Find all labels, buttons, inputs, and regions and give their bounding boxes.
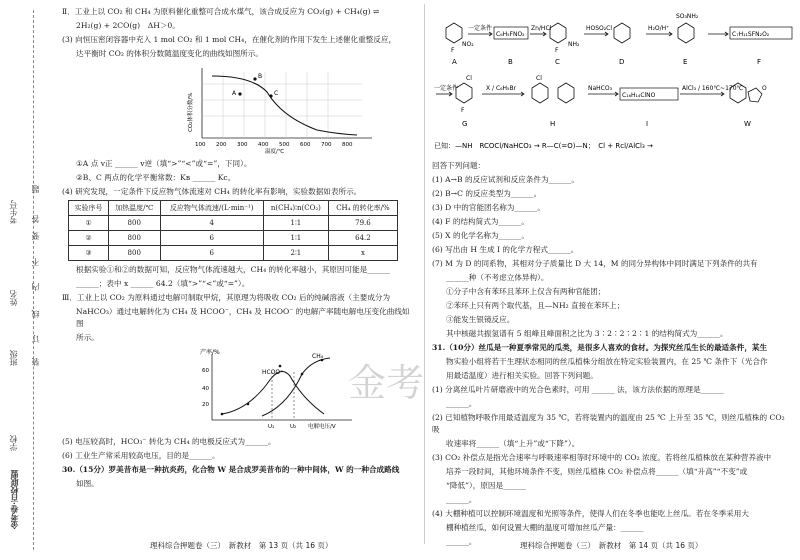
label-b: B [258,73,263,80]
sub-f3: F [461,107,465,114]
q4-intro: (4) 研究发现，一定条件下反应物气体流速对 CH₄ 的转化率有影响，实验数据如表所示。 [62,187,362,196]
benzene-ring [614,23,630,43]
r-q7-cond1: ①分子中含有苯环且苯环上仅含有两种官能团； [446,287,606,296]
seal-word: 内 [31,283,40,291]
cell: 64.2 [328,231,397,246]
graph1-xlabel: 温度/℃ [265,149,285,154]
x-tick: 600 [300,142,311,148]
cell: x [328,246,397,261]
right-footer: 理科综合押题卷（三） 新教材 第 14 页（共 16 页） [520,541,703,550]
experiment-table [68,200,398,261]
sub-no2: NO₂ [462,41,474,48]
r-q7-line3: 其中核磁共振氢谱有 5 组峰且峰面积之比为 3∶2∶2∶2∶1 的结构简式为______。 [446,329,728,338]
q31-3b: 培养一段时间，其他环境条件不变，则丝瓜植株 CO₂ 补偿点将______（填“升高”“不变”或 [446,467,748,476]
label-b: B [508,58,513,66]
q6-line: (6) 工业生产常采用较高电压，目的是______。 [62,451,220,460]
q31-2b: 收速率将______（填“上升”或“下降”）。 [446,439,580,448]
label-a: A [452,58,457,66]
r-q7-cond2: ②苯环上只有两个取代基，且—NH₂ 直接在苯环上； [446,301,625,310]
cond-iw: AlCl₃ / 160℃~170℃ [682,85,744,92]
q31-3d: ______。 [446,495,477,504]
q31-4a: (4) 大棚种植可以控制环境温度和光照等条件，使得人们在冬季也能吃上丝瓜。若在冬季采用大 [432,509,749,518]
sub-cl: Cl [466,75,472,82]
q30-line1: 30.（15分）罗美昔布是一种抗炎药，化合物 W 是合成罗美昔布的一种中间体，W 的一种合成路线 [62,465,400,474]
label-i: I [646,120,649,128]
ch4-curve [262,358,330,416]
benzene-ring [532,83,548,103]
graph2-xlabel: 电解电压/V [308,424,336,430]
benzene-ring [550,23,566,43]
data-point [279,365,282,368]
y-tick: 20 [202,402,209,408]
seal-word: 订 [31,335,40,343]
header-cell: CH₄ 的转化率/% [328,201,397,216]
co2-temperature-graph [62,62,414,154]
benzene-ring [456,83,472,103]
r-q4: (4) F 的结构简式为______。 [432,217,529,226]
cell: 2∶1 [263,246,328,261]
exam-no-label: 考生号 [9,200,18,224]
y-tick: 60 [202,368,209,374]
table-row [69,231,398,246]
formula-b: C₆H₅FNO₂ [496,31,525,38]
x-tick: 200 [216,142,227,148]
benzene-ring [678,23,694,43]
header-cell: 反应物气体流速/(L·min⁻¹) [160,201,263,216]
hcoo-label: HCOO⁻ [262,369,284,376]
r-q7-line1: (7) M 为 D 的同系物，其相对分子质量比 D 大 14，M 的同分异构体中同时满足下列条件的共有 [432,259,758,268]
q3-sub2: ②B、C 两点的化学平衡常数：Kв ______ Kc。 [76,173,236,182]
pentagon-ring [748,88,762,102]
cond-de: H₂O/H⁺ [648,25,670,32]
q4-analysis1: 根据实验①和②的数据可知，反应物气体流速越大，CH₄ 的转化率越小，其原因可能是______ [76,265,391,274]
cell: 4 [160,216,263,231]
q5-line: (5) 电压较高时，HCO₃⁻ 转化为 CH₄ 的电极反应式为______。 [62,437,276,446]
watermark: 金考 [348,361,425,405]
q31-1b: ______。 [446,399,477,408]
label-w: W [744,120,751,128]
x-tick: 800 [342,142,353,148]
cell: 1∶1 [263,216,328,231]
label-g: G [462,120,468,128]
point-a [238,92,241,95]
table-header [69,201,398,216]
q2-line1: Ⅱ．工业上以 CO₂ 和 CH₄ 为原料催化重整可合成水煤气，该合成反应为 CO₂(g) + CH₄(g) ⇌ [62,7,380,16]
binding-gutter [0,0,58,560]
right-column [432,6,794,550]
q31-3c: “降低”），原因是______ [446,481,526,490]
sub-cl2: Cl [536,75,542,82]
left-footer: 理科综合押题卷（三） 新教材 第 13 页（共 16 页） [150,541,333,550]
x-tick: 100 [195,142,206,148]
data-point [221,413,224,416]
r-q7-line2: ______种（不考虑立体异构）。 [446,273,549,282]
seal-word: 不 [31,258,40,266]
x-tick: U₁ [268,424,275,430]
cond-ab: 一定条件 [468,25,493,32]
cell: 1∶1 [263,231,328,246]
cond-fg: 一定条件 [434,85,459,92]
seal-word: 答 [31,215,40,223]
cell: 800 [108,246,160,261]
co2-curve [212,76,357,135]
cell: ① [69,216,109,231]
data-point [247,403,250,406]
cell: 79.6 [328,216,397,231]
label-d: D [619,58,625,66]
synthesis-route [432,6,794,156]
point-c [269,94,272,97]
class-label: 班级 [9,350,18,366]
hcoo-curve [222,372,324,415]
cell: ③ [69,246,109,261]
q31-line2: 物实验小组将若干生理状态相同的丝瓜植株分组放在特定实验装置内，在 25 ℃ 条件下（光合作 [446,357,768,366]
q31-4b: 棚种植丝瓜，如何设置大棚的温度可增加丝瓜产量：______ [446,523,644,532]
answer-intro: 回答下列问题： [432,161,486,170]
seal-word: 线 [31,310,40,318]
cut-line [33,10,34,550]
school-label: 学校 [9,435,18,451]
x-tick: 400 [258,142,269,148]
formula-i: C₁₆H₁₄ClNO [622,92,656,99]
label-a: A [232,90,237,97]
label-h: H [550,120,556,128]
q3b-line2: NaHCO₃）通过电解转化为 CH₄ 及 HCOO⁻，CH₄ 及 HCOO⁻ 的电解产率随电解电压变化曲线如图 [76,307,410,328]
cond-hi: NaHCO₃ [588,85,612,92]
r-q5: (5) X 的化学名称为______。 [432,231,529,240]
cond-cd: HOSO₂Cl [586,25,613,32]
header-cell: n(CH₄)∶n(CO₂) [263,201,328,216]
publisher-label: 金考卷·百校联盟 [9,470,19,529]
q3b-line1: Ⅲ．工业上以 CO₂ 为原料通过电解可制取甲烷，其原理为将吸收 CO₂ 后的纯碱溶液（主要成分为 [62,293,391,302]
q4-analysis2: ______；表中 x ______ 64.2（填“>”“<”或“=”）。 [76,279,250,288]
seal-word: 装 [31,358,40,366]
r-q2: (2) B→C 的反应类型为______。 [432,189,542,198]
label-c: C [274,90,279,97]
cond-bc: Zn/HCl [531,25,552,32]
x-tick: 500 [279,142,290,148]
q3-line1: (3) 向恒压密闭容器中充入 1 mol CO₂ 和 1 mol CH₄，在催化剂的作用下发生上述催化重整反应， [62,35,397,44]
q31-4c: ______。 [446,537,477,546]
seal-word: 题 [31,185,40,193]
label-c: C [555,58,560,66]
r-q1: (1) A→B 的反应试剂和反应条件为______。 [432,175,579,184]
cell: 6 [160,246,263,261]
ch4-label: CH₄ [312,353,324,360]
label-e: E [683,58,688,66]
q31-1a: (1) 分离丝瓜叶片研磨液中的光合色素时，可用 ______ 法，该方法依据的原理是______ [432,385,724,394]
header-cell: 加热温度/℃ [108,201,160,216]
seal-word: 要 [31,232,40,240]
cell: 800 [108,216,160,231]
sub-so3nh2: SO₃NH₂ [676,13,699,20]
q31-line3: 用最适温度）进行相关实验。回答下列问题。 [446,371,598,380]
sub-f: F [451,47,455,54]
q3-line2: 达平衡时 CO₂ 的体积分数随温度变化的曲线如图所示。 [76,49,263,58]
left-column [62,6,414,492]
label-f: F [757,58,762,66]
name-label: 姓名 [9,290,18,306]
q31-line1: 31.（10分）丝瓜是一种夏季常见的瓜类，是很多人喜欢的食材。为探究丝瓜生长的最适条件，某生 [432,343,768,352]
q3-sub1: ①A 点 v正 ______ v逆（填“>”“<”或“=”，下同）。 [76,159,252,168]
table-row [69,216,398,231]
sub-o: O [762,85,767,92]
sub-f2: F [555,47,559,54]
point-b [253,77,256,80]
q31-3a: (3) CO₂ 补偿点是指光合速率与呼吸速率相等时环境中的 CO₂ 浓度。若将丝瓜植株放在某种营养液中 [432,453,772,462]
sub-nh2: NH₂ [568,41,580,48]
column-divider [424,4,425,544]
header-cell: 实验序号 [69,201,109,216]
benzene-ring [446,23,462,43]
formula-f: C₇H₁₁SFN₂O₂ [732,31,770,38]
graph2-ylabel: 产率/% [200,349,220,356]
x-tick: 700 [321,142,332,148]
q31-2a: (2) 已知植物呼吸作用最适温度为 35 ℃，若将装置内的温度由 25 ℃ 上升至 35 ℃，则丝瓜植株的 CO₂ 吸 [432,413,785,434]
cell: 6 [160,231,263,246]
benzene-ring [558,83,574,103]
table-row [69,246,398,261]
q30-line2: 如图。 [76,479,99,488]
q2-line2: 2H₂(g) + 2CO(g) ΔH＞0。 [76,21,180,30]
cond-gh: X / C₆H₅Br [486,85,517,92]
r-q3: (3) D 中的官能团名称为______。 [432,203,545,212]
r-q6: (6) 写出由 H 生成 I 的化学方程式______。 [432,245,579,254]
r-q7-cond3: ③能发生银镜反应。 [446,315,515,324]
graph1-ylabel: CO₂体积分数/% [188,92,194,132]
data-point [301,373,304,376]
q3b-line3: 所示。 [76,333,99,342]
cell: ② [69,231,109,246]
cell: 800 [108,231,160,246]
x-tick: 300 [237,142,248,148]
x-tick: U₂ [290,424,297,430]
known-reaction: 已知：—NH RCOCl/NaHCO₃ → R—C(=O)—N； Cl + Rcl/AlCl₃ → [434,142,653,150]
y-tick: 40 [202,386,209,392]
